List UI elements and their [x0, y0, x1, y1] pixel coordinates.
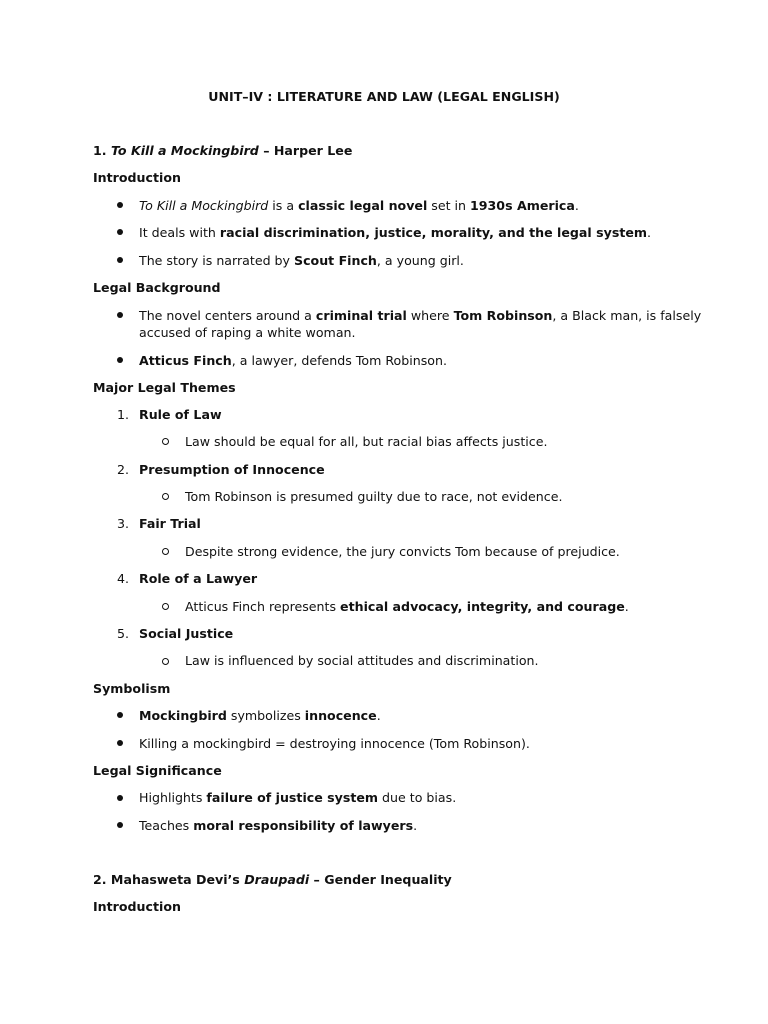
- significance-2-part: moral responsibility of lawyers: [193, 818, 414, 833]
- intro-1-part: To Kill a Mockingbird: [139, 198, 269, 213]
- sub-bullet-icon: [162, 548, 169, 555]
- intro-3-part: The story is narrated by: [139, 253, 295, 268]
- sub-bullet-icon: [162, 438, 169, 445]
- significance-heading: Legal Significance: [93, 763, 222, 778]
- background-item-1: [139, 307, 701, 324]
- background-item-1-cont: accused of raping a white woman.: [139, 325, 356, 340]
- intro-item-1: [139, 197, 579, 214]
- theme-number: 3.: [117, 516, 130, 531]
- background-2-part: Atticus Finch: [139, 353, 232, 368]
- intro-2-part: racial discrimination, justice, morality, and the legal system: [219, 225, 648, 240]
- intro-1-part: .: [574, 198, 579, 213]
- theme-detail: Tom Robinson is presumed guilty due to race, not evidence.: [185, 489, 563, 504]
- symbolism-1-part: innocence: [304, 708, 377, 723]
- bullet-icon: [117, 312, 123, 318]
- themes-heading: Major Legal Themes: [93, 380, 236, 395]
- significance-item-1: [139, 789, 456, 806]
- significance-1-part: Highlights: [139, 790, 207, 805]
- intro-3-part: , a young girl.: [376, 253, 464, 268]
- section-2-suffix: – Gender Inequality: [309, 872, 452, 887]
- section-1-heading: [93, 142, 352, 159]
- theme-detail: Despite strong evidence, the jury convicts Tom because of prejudice.: [185, 544, 620, 559]
- theme-4-part: Atticus Finch represents: [185, 599, 341, 614]
- background-item-2: [139, 352, 447, 369]
- significance-2-part: .: [413, 818, 418, 833]
- bullet-icon: [117, 229, 123, 235]
- section-2-prefix: 2. Mahasweta Devi’s: [93, 872, 245, 887]
- background-1-part: where: [406, 308, 454, 323]
- intro-item-2: [139, 224, 651, 241]
- sub-bullet-icon: [162, 603, 169, 610]
- symbolism-1-part: .: [376, 708, 381, 723]
- bullet-icon: [117, 257, 123, 263]
- theme-detail: [185, 598, 629, 615]
- intro-heading: Introduction: [93, 170, 181, 185]
- theme-title: Role of a Lawyer: [139, 571, 258, 586]
- significance-1-part: due to bias.: [378, 790, 457, 805]
- bullet-icon: [117, 795, 123, 801]
- section-2-heading: [93, 871, 452, 888]
- intro-2-part: .: [647, 225, 652, 240]
- theme-detail: Law should be equal for all, but racial bias affects justice.: [185, 434, 548, 449]
- section-2-book-title: Draupadi: [244, 872, 310, 887]
- sub-bullet-icon: [162, 658, 169, 665]
- bullet-icon: [117, 202, 123, 208]
- bullet-icon: [117, 740, 123, 746]
- section-1-number: 1.: [93, 143, 107, 158]
- significance-2-part: Teaches: [139, 818, 194, 833]
- intro-item-3: [139, 252, 464, 269]
- intro-1-part: classic legal novel: [298, 198, 428, 213]
- theme-4-part: ethical advocacy, integrity, and courage: [340, 599, 625, 614]
- theme-title: Fair Trial: [139, 516, 201, 531]
- section-1-book-title: To Kill a Mockingbird: [110, 143, 259, 158]
- sub-bullet-icon: [162, 493, 169, 500]
- background-2-part: , a lawyer, defends Tom Robinson.: [231, 353, 447, 368]
- symbolism-item-2: Killing a mockingbird = destroying innocence (Tom Robinson).: [139, 736, 530, 751]
- theme-number: 5.: [117, 626, 130, 641]
- section-1-author: – Harper Lee: [258, 143, 353, 158]
- intro-2-part: It deals with: [139, 225, 220, 240]
- theme-number: 4.: [117, 571, 130, 586]
- bullet-icon: [117, 822, 123, 828]
- page-title: UNIT–IV : LITERATURE AND LAW (LEGAL ENGLISH): [208, 89, 560, 104]
- background-1-part: The novel centers around a: [139, 308, 316, 323]
- intro-1-part: set in: [427, 198, 471, 213]
- theme-title: Social Justice: [139, 626, 234, 641]
- intro-1-part: 1930s America: [470, 198, 575, 213]
- symbolism-1-part: Mockingbird: [139, 708, 227, 723]
- symbolism-1-part: symbolizes: [226, 708, 305, 723]
- background-heading: Legal Background: [93, 280, 221, 295]
- bullet-icon: [117, 712, 123, 718]
- theme-4-part: .: [624, 599, 629, 614]
- bullet-icon: [117, 357, 123, 363]
- symbolism-heading: Symbolism: [93, 681, 171, 696]
- theme-title: Presumption of Innocence: [139, 462, 325, 477]
- theme-detail: Law is influenced by social attitudes and discrimination.: [185, 653, 539, 668]
- theme-title: Rule of Law: [139, 407, 222, 422]
- background-1-part: criminal trial: [315, 308, 407, 323]
- intro-1-part: is a: [268, 198, 299, 213]
- background-1-part: Tom Robinson: [453, 308, 553, 323]
- intro-3-part: Scout Finch: [294, 253, 377, 268]
- symbolism-item-1: [139, 707, 381, 724]
- section-2-intro-heading: Introduction: [93, 899, 181, 914]
- significance-item-2: [139, 817, 417, 834]
- theme-number: 2.: [117, 462, 130, 477]
- theme-number: 1.: [117, 407, 130, 422]
- background-1-part: , a Black man, is falsely: [552, 308, 702, 323]
- significance-1-part: failure of justice system: [206, 790, 379, 805]
